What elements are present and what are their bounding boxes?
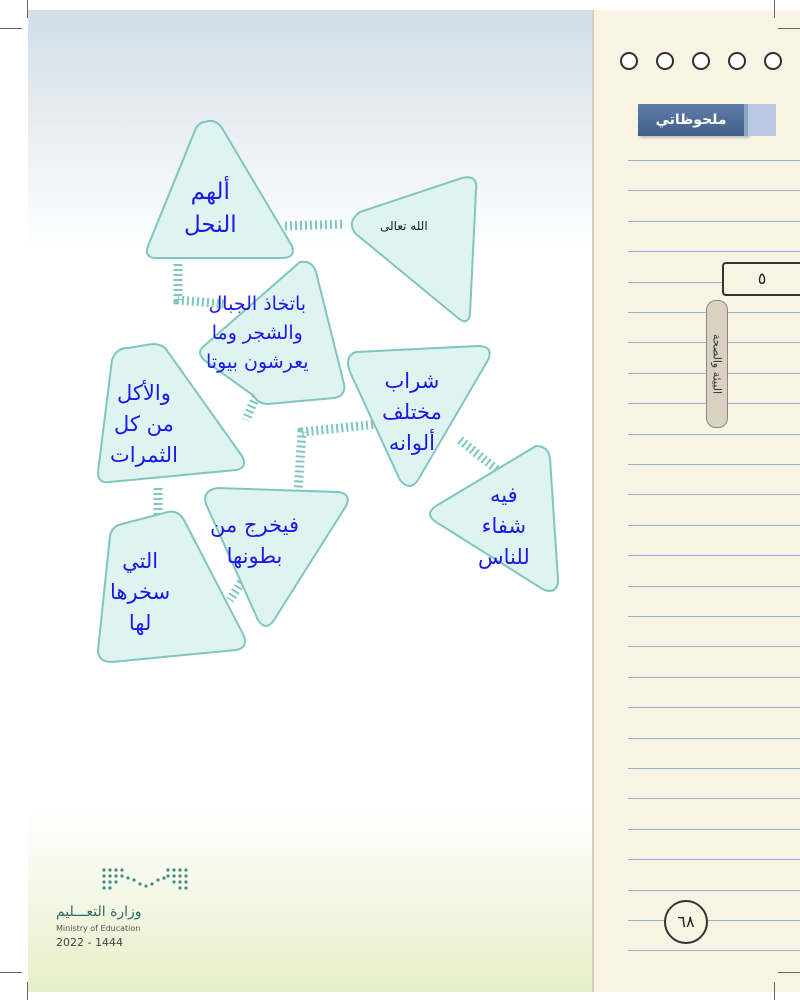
ministry-logo-icon (100, 866, 190, 890)
connector (285, 224, 345, 226)
unit-number: ٥ (757, 269, 767, 288)
node-allati: التي سخرها لها (110, 549, 171, 635)
unit-title: البيئة والصحة (710, 333, 724, 395)
triangle-allah (352, 177, 476, 321)
node-allah: الله تعالى (380, 219, 428, 233)
notes-tab-label: ملحوظاتي (655, 112, 727, 128)
connector (298, 424, 378, 492)
ministry-name-english: Ministry of Education (56, 924, 141, 933)
node-alham: ألهم النحل (184, 179, 237, 238)
page-number: ٦٨ (664, 900, 708, 944)
node-yakhruj: فيخرج من بطونها (210, 513, 299, 568)
ministry-year: 2022 - 1444 (56, 936, 123, 949)
connector (460, 440, 500, 472)
ministry-name-arabic: وزارة التعـــليم (56, 904, 142, 920)
node-fih: فيه شفاء للناس (478, 483, 530, 569)
node-sharab: شراب مختلف ألوانه (382, 369, 442, 455)
node-ittikhaz: باتخاذ الجبال والشجر وما يعرشون بيوتا (206, 293, 309, 373)
node-akl: والأكل من كل الثمرات (110, 381, 178, 467)
